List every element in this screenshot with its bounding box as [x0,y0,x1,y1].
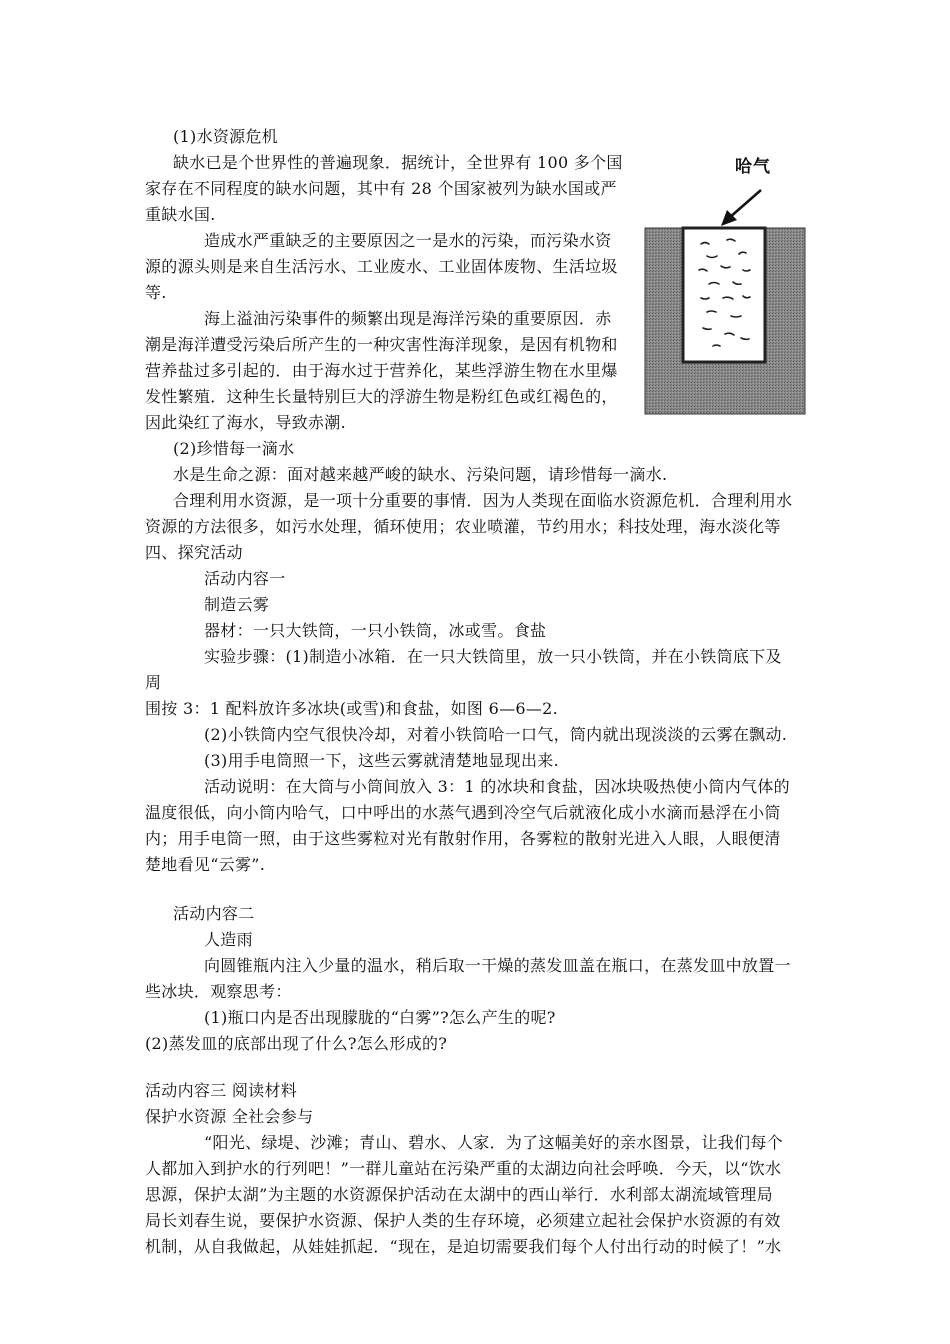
text-line: 机制，从自我做起，从娃娃抓起．“现在，是迫切需要我们每个人付出行动的时候了！”水 [145,1237,782,1256]
can-breath-figure [643,148,806,416]
text-line: 人都加入到护水的行列吧！”一群儿童站在污染严重的太湖边向社会呼唤．今天，以“饮水 [145,1159,782,1178]
activity-three-title: 活动内容三 阅读材料 [145,1081,298,1100]
text-line: 资源的方法很多，如污水处理，循环使用；农业喷灌，节约用水；科技处理，海水淡化等 [145,517,781,536]
heading-save-water: (2)珍惜每一滴水 [173,439,295,458]
text-line: 围按 3：1 配料放许多冰块(或雪)和食盐，如图 6—6—2. [145,699,559,718]
text-line: 造成水严重缺乏的主要原因之一是水的污染，而污染水资 [204,231,612,250]
text-line: 思源，保护太湖”为主题的水资源保护活动在太湖中的西山举行．水利部太湖流域管理局 [145,1185,773,1204]
text-line: (2)小铁筒内空气很快冷却，对着小铁筒哈一口气，筒内就出现淡淡的云雾在飘动. [204,725,788,744]
heading-explore-activity: 四、探究活动 [145,543,243,562]
activity-one-subtitle: 制造云雾 [204,595,270,614]
text-line: 楚地看见“云雾”. [145,855,266,874]
text-line: 缺水已是个世界性的普遍现象．据统计，全世界有 100 多个国 [173,153,623,172]
text-line: 家存在不同程度的缺水问题，其中有 28 个国家被列为缺水国或严 [145,179,617,198]
text-line: 实验步骤：(1)制造小冰箱．在一只大铁筒里，放一只小铁筒，并在小铁筒底下及 [204,647,782,666]
text-line: 器材：一只大铁筒，一只小铁筒，冰或雪。食盐 [204,621,547,640]
text-line: 等. [145,283,167,302]
text-line: 源的源头则是来自生活污水、工业废水、工业固体废物、生活垃圾 [145,257,618,276]
text-line: 温度很低，向小筒内哈气，口中呼出的水蒸气遇到冷空气后就液化成小水滴而悬浮在小筒 [145,803,781,822]
text-line: 潮是海洋遭受污染后所产生的一种灾害性海洋现象，是因有机物和 [145,335,618,354]
text-line: (2)蒸发皿的底部出现了什么?怎么形成的? [145,1034,448,1053]
text-line: 重缺水国. [145,205,216,224]
activity-one-title: 活动内容一 [204,569,286,588]
article-title: 保护水资源 全社会参与 [145,1107,314,1126]
text-line: 水是生命之源：面对越来越严峻的缺水、污染问题，请珍惜每一滴水. [173,465,668,484]
text-line: 向圆锥瓶内注入少量的温水，稍后取一干燥的蒸发皿盖在瓶口，在蒸发皿中放置一 [204,956,791,975]
text-line: 活动说明：在大筒与小筒间放入 3：1 的冰块和食盐，因冰块吸热使小筒内气体的 [204,777,790,796]
text-line: 些冰块．观察思考： [145,982,292,1001]
text-line: 合理利用水资源，是一项十分重要的事情．因为人类现在面临水资源危机．合理利用水 [173,491,793,510]
text-line: 营养盐过多引起的．由于海水过于营养化，某些浮游生物在水里爆 [145,361,618,380]
figure-label: 哈气 [735,157,771,177]
heading-water-crisis: (1)水资源危机 [173,127,279,146]
activity-two-subtitle: 人造雨 [204,930,253,949]
text-line: 内；用手电筒一照，由于这些雾粒对光有散射作用，各雾粒的散射光进入人眼，人眼便清 [145,829,781,848]
text-line: 周 [145,673,162,692]
activity-two-title: 活动内容二 [173,904,255,923]
text-line: 局长刘春生说，要保护水资源、保护人类的生存环境，必须建立起社会保护水资源的有效 [145,1211,781,1230]
text-line: 发性繁殖．这种生长量特别巨大的浮游生物是粉红色或红褐色的， [145,387,618,406]
can-diagram [643,148,806,416]
text-line: (1)瓶口内是否出现朦胧的“白雾”?怎么产生的呢? [204,1008,556,1027]
text-line: “阳光、绿堤、沙滩；青山、碧水、人家．为了这幅美好的亲水图景，让我们每个 [204,1133,783,1152]
text-line: 因此染红了海水，导致赤潮. [145,413,346,432]
text-line: 海上溢油污染事件的频繁出现是海洋污染的重要原因．赤 [204,309,612,328]
arrow-icon [721,190,761,226]
text-line: (3)用手电筒照一下，这些云雾就清楚地显现出来. [204,751,559,770]
